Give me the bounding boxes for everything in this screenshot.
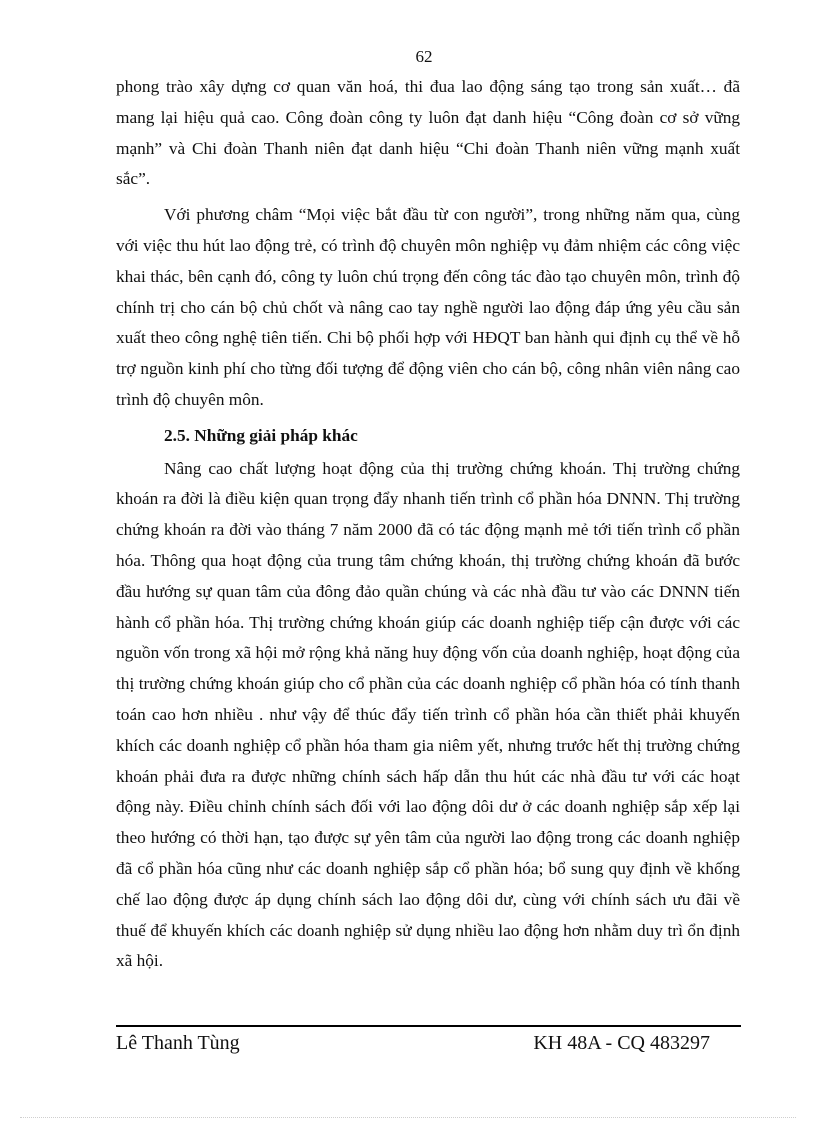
page-bottom-border [20,1117,796,1118]
section-heading: 2.5. Những giải pháp khác [164,425,358,445]
footer-class-code: KH 48A - CQ 483297 [533,1032,710,1054]
footer-author: Lê Thanh Tùng [116,1032,240,1054]
paragraph-other-solutions: Nâng cao chất lượng hoạt động của thị trường chứng khoán. Thị trường chứng khoán ra đời là điều kiện quan trọng đẩy nhanh tiến trình cổ phần hóa DNNN. Thị trường chứng khoán ra đời vào tháng 7 năm 2000 đã có tác động mạnh mẻ tới tiến trình cổ phần hóa. Thông qua hoạt động của trung tâm chứng khoán, thị trường chứng khoán đã bước đầu hướng sự quan tâm của đông đảo quần chúng và các nhà đầu tư vào các DNNN tiến hành cổ phần hóa. Thị trường chứng khoán giúp các doanh nghiệp tiếp cận được với các nguồn vốn trong xã hội mở rộng khả năng huy động vốn của doanh nghiệp, hoạt động của thị trường chứng khoán giúp cho cổ phần của các doanh nghiệp cổ phần hóa có tính thanh toán cao hơn nhiều . như vậy để thúc đẩy tiến trình cổ phần hóa cần thiết phải khuyến khích các doanh nghiệp cổ phần hóa tham gia niêm yết, nhưng trước hết thị trường chứng khoán phải đưa ra được những chính sách hấp dẫn thu hút các nhà đầu tư với các hoạt động này. Điều chỉnh chính sách đối với lao động dôi dư ở các doanh nghiệp sắp xếp lại theo hướng có thời hạn, tạo được sự yên tâm của người lao động trong các doanh nghiệp đã cổ phần hóa cũng như các doanh nghiệp sắp cổ phần hóa; bổ sung quy định về khống chế lao động được áp dụng chính sách lao động dôi dư, cùng với chính sách ưu đãi về thuế để khuyến khích các doanh nghiệp sử dụng nhiều lao động hơn nhằm duy trì ổn định xã hội. [116,458,740,971]
page-footer [116,1030,710,1056]
footer-divider [116,1025,741,1027]
paragraph-continued: phong trào xây dựng cơ quan văn hoá, thi đua lao động sáng tạo trong sản xuất… đã mang lại hiệu quả cao. Công đoàn công ty luôn đạt danh hiệu “Công đoàn cơ sở vững mạnh” và Chi đoàn Thanh niên đạt danh hiệu “Chi đoàn Thanh niên vững mạnh xuất sắc”. [116,77,740,189]
page-number: 62 [415,47,433,66]
document-body [116,72,740,977]
paragraph-training-policy: Với phương châm “Mọi việc bắt đầu từ con người”, trong những năm qua, cùng với việc thu hút lao động trẻ, có trình độ chuyên môn nghiệp vụ đảm nhiệm các công việc khai thác, bên cạnh đó, công ty luôn chú trọng đến công tác đào tạo chuyên môn, trình độ chính trị cho cán bộ chủ chốt và nâng cao tay nghề người lao động đáp ứng yêu cầu sản xuất theo công nghệ tiên tiến. Chi bộ phối hợp với HĐQT ban hành qui định cụ thể về hỗ trợ nguồn kinh phí cho từng đối tượng để động viên cho cán bộ, công nhân viên nâng cao trình độ chuyên môn. [116,205,740,409]
